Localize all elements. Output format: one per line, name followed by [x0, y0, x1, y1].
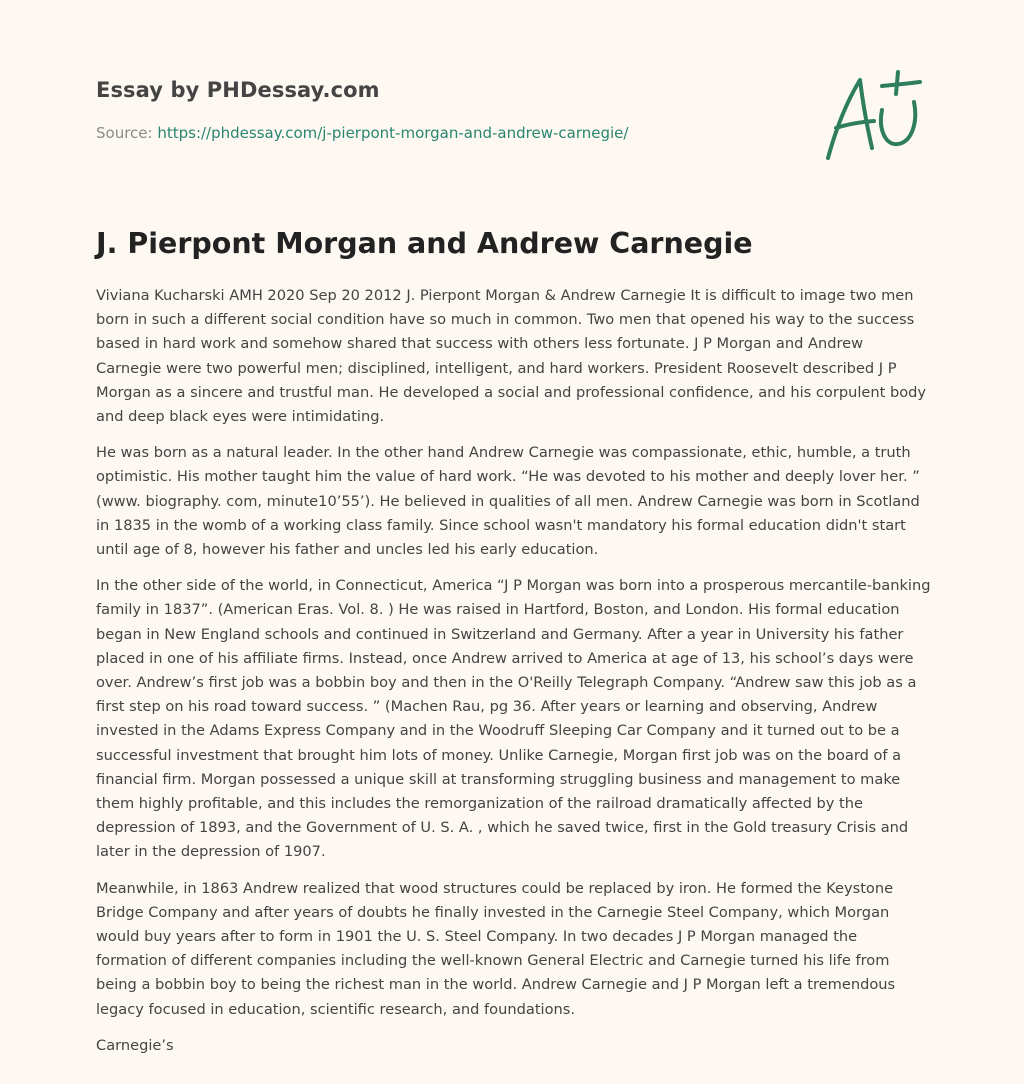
site-brand: Essay by PHDessay.com [96, 78, 380, 102]
essay-paragraph: In the other side of the world, in Connecticut, America “J P Morgan was born into a prosperous mercantile-banking family in 1837”. (American Eras. Vol. 8. ) He was raised in Hartford, Boston, and London. His formal education began in New England schools and continued in Switzerland and Germany. After a year in University his father placed in one of his affiliate firms. Instead, once Andrew arrived to America at age of 13, his school’s days were over. Andrew’s first job was a bobbin boy and then in the O'Reilly Telegraph Company. “Andrew saw this job as a first step on his road toward success. ” (Machen Rau, pg 36. After years or learning and observing, Andrew invested in the Adams Express Company and in the Woodruff Sleeping Car Company and it turned out to be a successful investment that brought him lots of money. Unlike Carnegie, Morgan first job was on the board of a financial firm. Morgan possessed a unique skill at transforming struggling business and management to make them highly profitable, and this includes the remorganization of the railroad dramatically affected by the depression of 1893, and the Government of U. S. A. , which he saved twice, first in the Gold treasury Crisis and later in the depression of 1907. [96, 577, 931, 861]
essay-paragraph: Meanwhile, in 1863 Andrew realized that wood structures could be replaced by iron. He formed the Keystone Bridge Company and after years of doubts he finally invested in the Carnegie Steel Company, which Morgan would buy years after to form in 1901 the U. S. Steel Company. In two decades J P Morgan managed the formation of different companies including the well-known General Electric and Carnegie turned his life from being a bobbin boy to being the richest man in the world. Andrew Carnegie and J P Morgan left a tremendous legacy focused in education, scientific research, and foundations. [96, 879, 896, 1018]
essay-paragraph: Carnegie’s [96, 1036, 174, 1054]
essay-paragraph: He was born as a natural leader. In the other hand Andrew Carnegie was compassionate, ethic, humble, a truth optimistic. His mother taught him the value of hard work. “He was devoted to his mother and deeply lover her. ” (www. biography. com, minute10’55’). He believed in qualities of all men. Andrew Carnegie was born in Scotland in 1835 in the womb of a working class family. Since school wasn't mandatory his formal education didn't start until age of 8, however his father and uncles led his early education. [96, 444, 920, 559]
page-header [96, 74, 796, 144]
essay-body [96, 284, 932, 1070]
essay-title: J. Pierpont Morgan and Andrew Carnegie [96, 227, 753, 260]
essay-paragraph: Viviana Kucharski AMH 2020 Sep 20 2012 J. Pierpont Morgan & Andrew Carnegie It is difficult to image two men born in such a different social condition have so much in common. Two men that opened his way to the success based in hard work and somehow shared that success with others less fortunate. J P Morgan and Andrew Carnegie were two powerful men; disciplined, intelligent, and hard workers. President Roosevelt described J P Morgan as a sincere and trustful man. He developed a social and professional confidence, and his corpulent body and deep black eyes were intimidating. [96, 287, 927, 426]
source-label: Source: [96, 124, 158, 142]
source-link[interactable]: https://phdessay.com/j-pierpont-morgan-and-andrew-carnegie/ [157, 124, 629, 142]
source-line [96, 122, 796, 144]
a-plus-grade-icon [820, 66, 928, 166]
